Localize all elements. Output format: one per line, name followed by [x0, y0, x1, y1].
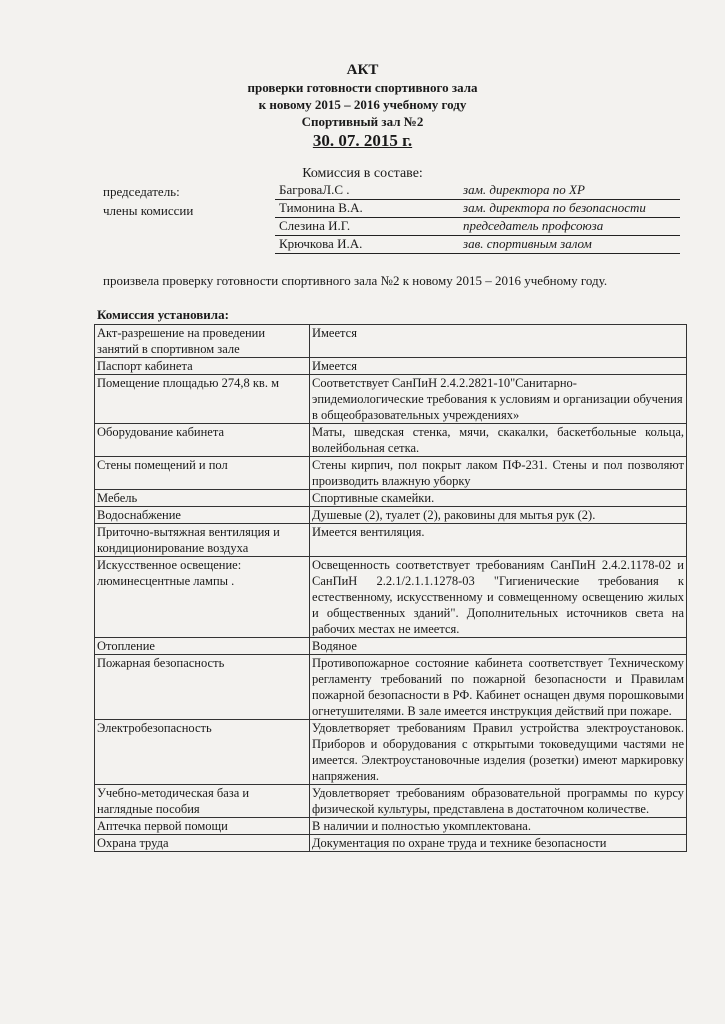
table-row — [95, 457, 687, 490]
row-status: Противопожарное состояние кабинета соответствует Техническому регламенту требований по пожарной безопасности и Правилам пожарной безопасности в РФ. Кабинет оснащен двумя порошковыми огнетушителями. В зале имеется инструкция действий при пожаре. — [310, 655, 687, 720]
table-row — [95, 325, 687, 358]
row-item: Водоснабжение — [95, 507, 310, 524]
table-row — [95, 557, 687, 638]
row-item: Учебно-методическая база и наглядные пособия — [95, 785, 310, 818]
table-row — [95, 720, 687, 785]
row-item: Помещение площадью 274,8 кв. м — [95, 375, 310, 424]
document-subtitle-line1: проверки готовности спортивного зала — [247, 80, 478, 95]
row-status: Маты, шведская стенка, мячи, скакалки, баскетбольные кольца, волейбольная сетка. — [310, 424, 687, 457]
row-status: Стены кирпич, пол покрыт лаком ПФ-231. Стены и пол позволяют производить влажную уборку — [310, 457, 687, 490]
member-name: Слезина И.Г. — [279, 218, 351, 233]
row-status: Удовлетворяет требованиям Правил устройства электроустановок. Приборов и оборудования с открытыми токоведущими частями не имеется. Электроустановочные изделия (розетки) имеют маркировку напряжения. — [310, 720, 687, 785]
table-row — [95, 818, 687, 835]
table-row — [95, 524, 687, 557]
findings-table — [94, 324, 687, 852]
row-item: Стены помещений и пол — [95, 457, 310, 490]
row-status: Водяное — [310, 638, 687, 655]
commission-member — [275, 182, 680, 200]
document-title: АКТ — [346, 62, 379, 78]
established-heading: Комиссия установила: — [97, 307, 229, 322]
commission-member — [275, 200, 680, 218]
row-item: Паспорт кабинета — [95, 358, 310, 375]
commission-member — [275, 236, 680, 254]
document-date: 30. 07. 2015 г. — [312, 131, 413, 150]
member-position: зав. спортивным залом — [463, 236, 592, 251]
member-position: председатель профсоюза — [463, 218, 604, 233]
table-row — [95, 490, 687, 507]
row-status: Имеется — [310, 358, 687, 375]
row-status: Спортивные скамейки. — [310, 490, 687, 507]
row-status: Освещенность соответствует требованиям СанПиН 2.4.2.1178-02 и СанПиН 2.2.1/2.1.1.1278-03 "Гигиенические требования к естественному, искусственному и совмещенному освещению жилых и общественных зданий". Дополнительных источников света на рабочих местах не имеется. — [310, 557, 687, 638]
row-item: Отопление — [95, 638, 310, 655]
table-row — [95, 375, 687, 424]
chair-label: председатель: — [103, 184, 180, 199]
member-name: Крючкова И.А. — [279, 236, 363, 251]
member-position: зам. директора по ХР — [463, 182, 585, 197]
row-item: Аптечка первой помощи — [95, 818, 310, 835]
table-row — [95, 507, 687, 524]
table-row — [95, 424, 687, 457]
row-status: Душевые (2), туалет (2), раковины для мытья рук (2). — [310, 507, 687, 524]
table-row — [95, 835, 687, 852]
row-item: Электробезопасность — [95, 720, 310, 785]
row-item: Приточно-вытяжная вентиляция и кондиционирование воздуха — [95, 524, 310, 557]
table-row — [95, 655, 687, 720]
row-status: Имеется — [310, 325, 687, 358]
row-status: Документация по охране труда и технике безопасности — [310, 835, 687, 852]
document-subtitle-line2: к новому 2015 – 2016 учебному году — [258, 97, 467, 112]
row-item: Акт-разрешение на проведении занятий в спортивном зале — [95, 325, 310, 358]
document-subtitle-line3: Спортивный зал №2 — [301, 114, 424, 129]
row-item: Мебель — [95, 490, 310, 507]
member-position: зам. директора по безопасности — [463, 200, 646, 215]
table-row — [95, 785, 687, 818]
table-row — [95, 638, 687, 655]
row-status: Имеется вентиляция. — [310, 524, 687, 557]
commission-heading: Комиссия в составе: — [302, 166, 423, 181]
table-row — [95, 358, 687, 375]
member-name: БагроваЛ.С . — [279, 182, 350, 197]
row-status: Соответствует СанПиН 2.4.2.2821-10"Санитарно-эпидемиологические требования к условиям и организации обучения в общеобразовательных учреждениях» — [310, 375, 687, 424]
row-item: Пожарная безопасность — [95, 655, 310, 720]
row-item: Искусственное освещение: люминесцентные лампы . — [95, 557, 310, 638]
row-status: В наличии и полностью укомплектована. — [310, 818, 687, 835]
intro-paragraph: произвела проверку готовности спортивного зала №2 к новому 2015 – 2016 учебному году. — [103, 273, 608, 288]
commission-member — [275, 218, 680, 236]
members-label: члены комиссии — [103, 203, 194, 218]
member-name: Тимонина В.А. — [279, 200, 363, 215]
row-status: Удовлетворяет требованиям образовательной программы по курсу физической культуры, представлена в достаточном количестве. — [310, 785, 687, 818]
row-item: Оборудование кабинета — [95, 424, 310, 457]
row-item: Охрана труда — [95, 835, 310, 852]
